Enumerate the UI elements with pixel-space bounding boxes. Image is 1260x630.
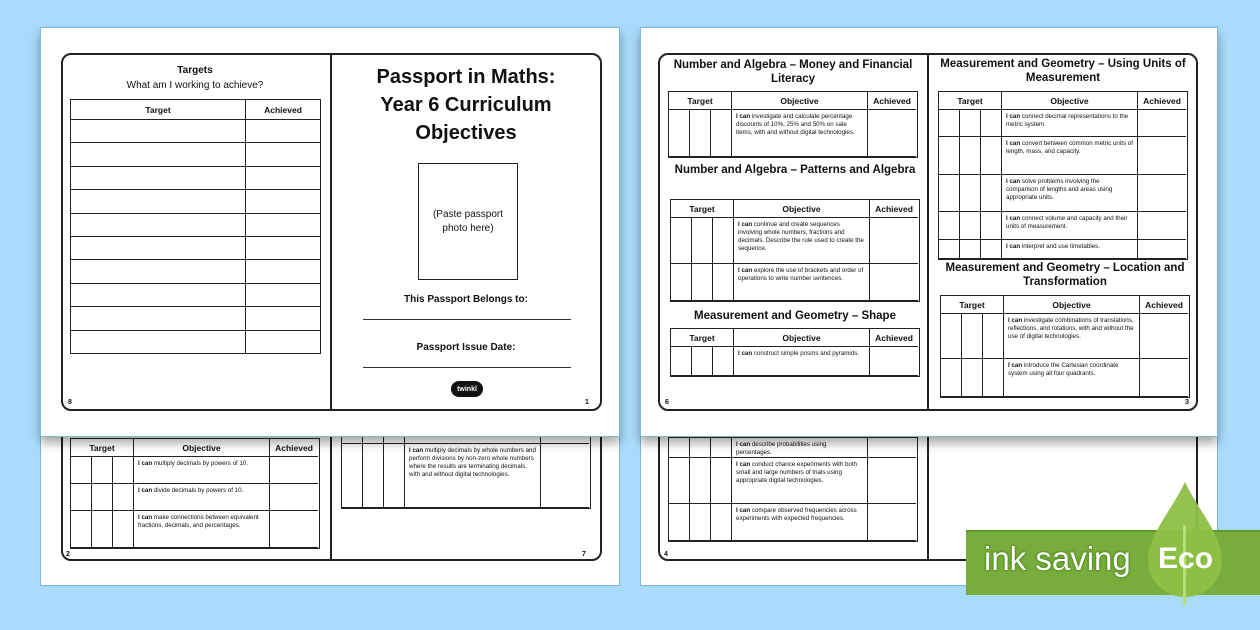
objectives-table [670,328,920,377]
i-can-prefix: I can [738,350,753,357]
date-line[interactable] [363,367,571,368]
col-objective: Objective [734,200,870,218]
target-checkbox[interactable] [711,438,732,458]
objective-text: compare observed frequencies across experiments with expected frequencies. [736,507,857,522]
target-checkbox[interactable] [981,175,1002,212]
achieved-cell[interactable] [541,444,589,508]
achieved-cell[interactable] [246,190,320,213]
objectives-table [938,91,1188,260]
objective-text: introduce the Cartesian coordinate system using all four quadrants. [1008,362,1119,377]
objective-cell [1002,212,1138,240]
achieved-cell[interactable] [870,218,918,264]
objective-text: describe probabilities using percentages. [736,441,827,456]
issue-date-label: Passport Issue Date: [416,342,516,353]
target-checkbox[interactable] [713,347,734,376]
col-objective: Objective [134,439,270,457]
target-checkbox[interactable] [342,444,363,508]
objective-cell [734,218,870,264]
objective-text: multiply decimals by whole numbers and perform divisions by non-zero whole numbers where the results are terminating decimals, with and without digital technologies. [409,447,536,478]
target-checkbox[interactable] [960,240,981,259]
target-cell[interactable] [71,331,246,354]
target-checkbox[interactable] [941,314,962,359]
col-objective: Objective [1002,92,1138,110]
eco-text: Eco [1158,542,1214,575]
name-line[interactable] [363,319,571,320]
achieved-cell[interactable] [868,110,916,157]
objective-cell [732,110,868,157]
achieved-cell[interactable] [246,143,320,166]
achieved-cell[interactable] [246,331,320,354]
col-achieved: Achieved [1138,92,1186,110]
target-checkbox[interactable] [713,264,734,301]
objective-cell [134,511,270,548]
col-objective: Objective [1004,296,1140,314]
target-checkbox[interactable] [690,438,711,458]
section-heading: Measurement and Geometry – Using Units of Measurement [940,58,1186,84]
i-can-prefix: I can [736,441,751,448]
objective-cell [1002,175,1138,212]
target-checkbox[interactable] [939,175,960,212]
front-left-divider [330,54,332,410]
objective-cell [1004,314,1140,359]
i-can-prefix: I can [736,461,751,468]
objective-cell [732,504,868,541]
achieved-cell[interactable] [1140,359,1188,397]
target-cell[interactable] [71,237,246,260]
target-checkbox[interactable] [962,314,983,359]
objective-text: multiply decimals by powers of 10. [153,460,249,467]
achieved-cell[interactable] [1138,212,1186,240]
target-checkbox[interactable] [939,137,960,175]
section-heading: Measurement and Geometry – Shape [694,310,896,322]
i-can-prefix: I can [738,267,753,274]
objective-text: convert between common metric units of length, mass, and capacity. [1006,140,1133,155]
i-can-prefix: I can [1006,113,1021,120]
target-checkbox[interactable] [671,347,692,376]
col-target: Target [71,100,246,120]
target-cell[interactable] [71,120,246,143]
title-line: Objectives [415,122,517,144]
col-achieved: Achieved [868,92,916,110]
target-checkbox[interactable] [71,511,92,548]
target-checkbox[interactable] [981,240,1002,259]
achieved-cell[interactable] [868,458,916,504]
col-target: Target [939,92,1002,110]
objective-text: conduct chance experiments with both small and large numbers of trials using appropriate digital technologies. [736,461,858,484]
col-achieved: Achieved [246,100,320,120]
target-checkbox[interactable] [983,359,1004,397]
target-checkbox[interactable] [71,457,92,484]
cover-title [335,63,597,147]
objective-cell [732,458,868,504]
target-checkbox[interactable] [671,218,692,264]
col-achieved: Achieved [870,329,918,347]
achieved-cell[interactable] [246,167,320,190]
i-can-prefix: I can [409,447,424,454]
i-can-prefix: I can [736,507,751,514]
achieved-cell[interactable] [246,307,320,330]
target-checkbox[interactable] [71,484,92,511]
target-cell[interactable] [71,214,246,237]
targets-title: Targets [177,65,213,76]
target-checkbox[interactable] [92,457,113,484]
page-number: 1 [585,399,589,406]
achieved-cell[interactable] [246,120,320,143]
objective-text: divide decimals by powers of 10. [153,487,244,494]
target-checkbox[interactable] [92,511,113,548]
target-cell[interactable] [71,143,246,166]
col-objective: Objective [734,329,870,347]
objectives-table [940,295,1190,398]
target-checkbox[interactable] [711,110,732,157]
photo-placeholder: (Paste passport photo here) [432,208,504,234]
twinkl-logo: twinkl [451,381,483,397]
targets-subtitle: What am I working to achieve? [126,80,264,91]
objective-text: connect volume and capacity and their units of measurement. [1006,215,1128,230]
col-target: Target [671,200,734,218]
belongs-label: This Passport Belongs to: [404,294,528,305]
col-target: Target [669,92,732,110]
objective-cell [1002,240,1138,259]
objectives-table [670,199,920,302]
target-checkbox[interactable] [711,458,732,504]
objective-text: construct simple prisms and pyramids. [753,350,860,357]
col-target: Target [671,329,734,347]
page-number: 3 [1185,399,1189,406]
target-checkbox[interactable] [690,458,711,504]
title-line: Year 6 Curriculum [380,94,552,116]
objective-text: make connections between equivalent fractions, decimals, and percentages. [138,514,259,529]
target-checkbox[interactable] [671,264,692,301]
page-number: 4 [664,551,668,558]
section-heading: Measurement and Geometry – Location and Transformation [945,262,1185,288]
section-heading: Number and Algebra – Patterns and Algebra [674,164,916,176]
achieved-cell[interactable] [246,260,320,283]
objective-cell [1002,110,1138,137]
target-checkbox[interactable] [981,137,1002,175]
target-checkbox[interactable] [981,110,1002,137]
target-checkbox[interactable] [960,212,981,240]
objectives-table [668,91,918,158]
page-number: 8 [68,399,72,406]
target-cell[interactable] [71,190,246,213]
front-right-divider [927,54,929,410]
objective-cell [734,264,870,301]
target-checkbox[interactable] [669,110,690,157]
achieved-cell[interactable] [1138,175,1186,212]
objective-cell [732,438,868,458]
i-can-prefix: I can [738,221,753,228]
target-checkbox[interactable] [960,175,981,212]
objective-text: continue and create sequences involving whole numbers, fractions and decimals. Describe the rule used to create the sequence. [738,221,864,252]
target-checkbox[interactable] [713,218,734,264]
objective-cell [134,457,270,484]
target-checkbox[interactable] [960,137,981,175]
i-can-prefix: I can [736,113,751,120]
target-checkbox[interactable] [113,484,134,511]
target-cell[interactable] [71,307,246,330]
i-can-prefix: I can [138,460,153,467]
target-checkbox[interactable] [692,218,713,264]
target-checkbox[interactable] [981,212,1002,240]
i-can-prefix: I can [1006,243,1021,250]
achieved-cell[interactable] [270,511,318,548]
target-cell[interactable] [71,284,246,307]
target-checkbox[interactable] [711,504,732,541]
target-checkbox[interactable] [939,240,960,259]
target-checkbox[interactable] [962,359,983,397]
objective-cell [134,484,270,511]
objectives-table [70,438,320,549]
achieved-cell[interactable] [868,504,916,541]
section-heading: Number and Algebra – Money and Financial Literacy [673,59,913,85]
i-can-prefix: I can [138,487,153,494]
target-checkbox[interactable] [939,110,960,137]
page-number: 7 [582,551,586,558]
target-checkbox[interactable] [92,484,113,511]
objective-cell [1004,359,1140,397]
objective-text: interpret and use timetables. [1021,243,1100,250]
target-checkbox[interactable] [669,504,690,541]
achieved-cell[interactable] [270,457,318,484]
target-checkbox[interactable] [669,438,690,458]
target-checkbox[interactable] [983,314,1004,359]
col-objective: Objective [732,92,868,110]
target-checkbox[interactable] [692,347,713,376]
objective-text: connect decimal representations to the metric system. [1006,113,1129,128]
target-checkbox[interactable] [692,264,713,301]
photo-box[interactable] [418,163,518,280]
target-checkbox[interactable] [384,444,405,508]
col-achieved: Achieved [870,200,918,218]
page-number: 2 [66,551,70,558]
target-cell[interactable] [71,167,246,190]
ink-saving-text: ink saving [984,540,1131,577]
objective-text: investigate and calculate percentage discounts of 10%, 25% and 50% on sale items, with and without digital technologies. [736,113,855,136]
col-target: Target [941,296,1004,314]
col-achieved: Achieved [270,439,318,457]
achieved-cell[interactable] [246,237,320,260]
target-checkbox[interactable] [669,458,690,504]
i-can-prefix: I can [1006,140,1021,147]
target-checkbox[interactable] [939,212,960,240]
objective-text: investigate combinations of translations, reflections, and rotations, with and without the use of digital technologies. [1008,317,1134,340]
objective-cell [405,444,541,508]
achieved-cell[interactable] [1140,314,1188,359]
i-can-prefix: I can [1008,317,1023,324]
achieved-cell[interactable] [246,214,320,237]
col-target: Target [71,439,134,457]
target-checkbox[interactable] [941,359,962,397]
achieved-cell[interactable] [270,484,318,511]
target-checkbox[interactable] [113,511,134,548]
targets-table [70,99,321,354]
achieved-cell[interactable] [1138,137,1186,175]
title-line: Passport in Maths: [376,66,556,88]
target-checkbox[interactable] [690,110,711,157]
achieved-cell[interactable] [1138,110,1186,137]
achieved-cell[interactable] [868,438,916,458]
i-can-prefix: I can [1006,215,1021,222]
target-checkbox[interactable] [113,457,134,484]
objective-cell [1002,137,1138,175]
i-can-prefix: I can [1008,362,1023,369]
page-number: 6 [665,399,669,406]
objective-text: explore the use of brackets and order of operations to write number sentences. [738,267,864,282]
target-checkbox[interactable] [363,444,384,508]
objectives-table [668,437,918,542]
target-checkbox[interactable] [960,110,981,137]
i-can-prefix: I can [1006,178,1021,185]
achieved-cell[interactable] [1138,240,1186,259]
achieved-cell[interactable] [246,284,320,307]
objective-text: solve problems involving the comparison of lengths and areas using appropriate units. [1006,178,1113,201]
col-achieved: Achieved [1140,296,1188,314]
i-can-prefix: I can [138,514,153,521]
target-checkbox[interactable] [690,504,711,541]
achieved-cell[interactable] [870,264,918,301]
target-cell[interactable] [71,260,246,283]
achieved-cell[interactable] [870,347,918,376]
objective-cell [734,347,870,376]
